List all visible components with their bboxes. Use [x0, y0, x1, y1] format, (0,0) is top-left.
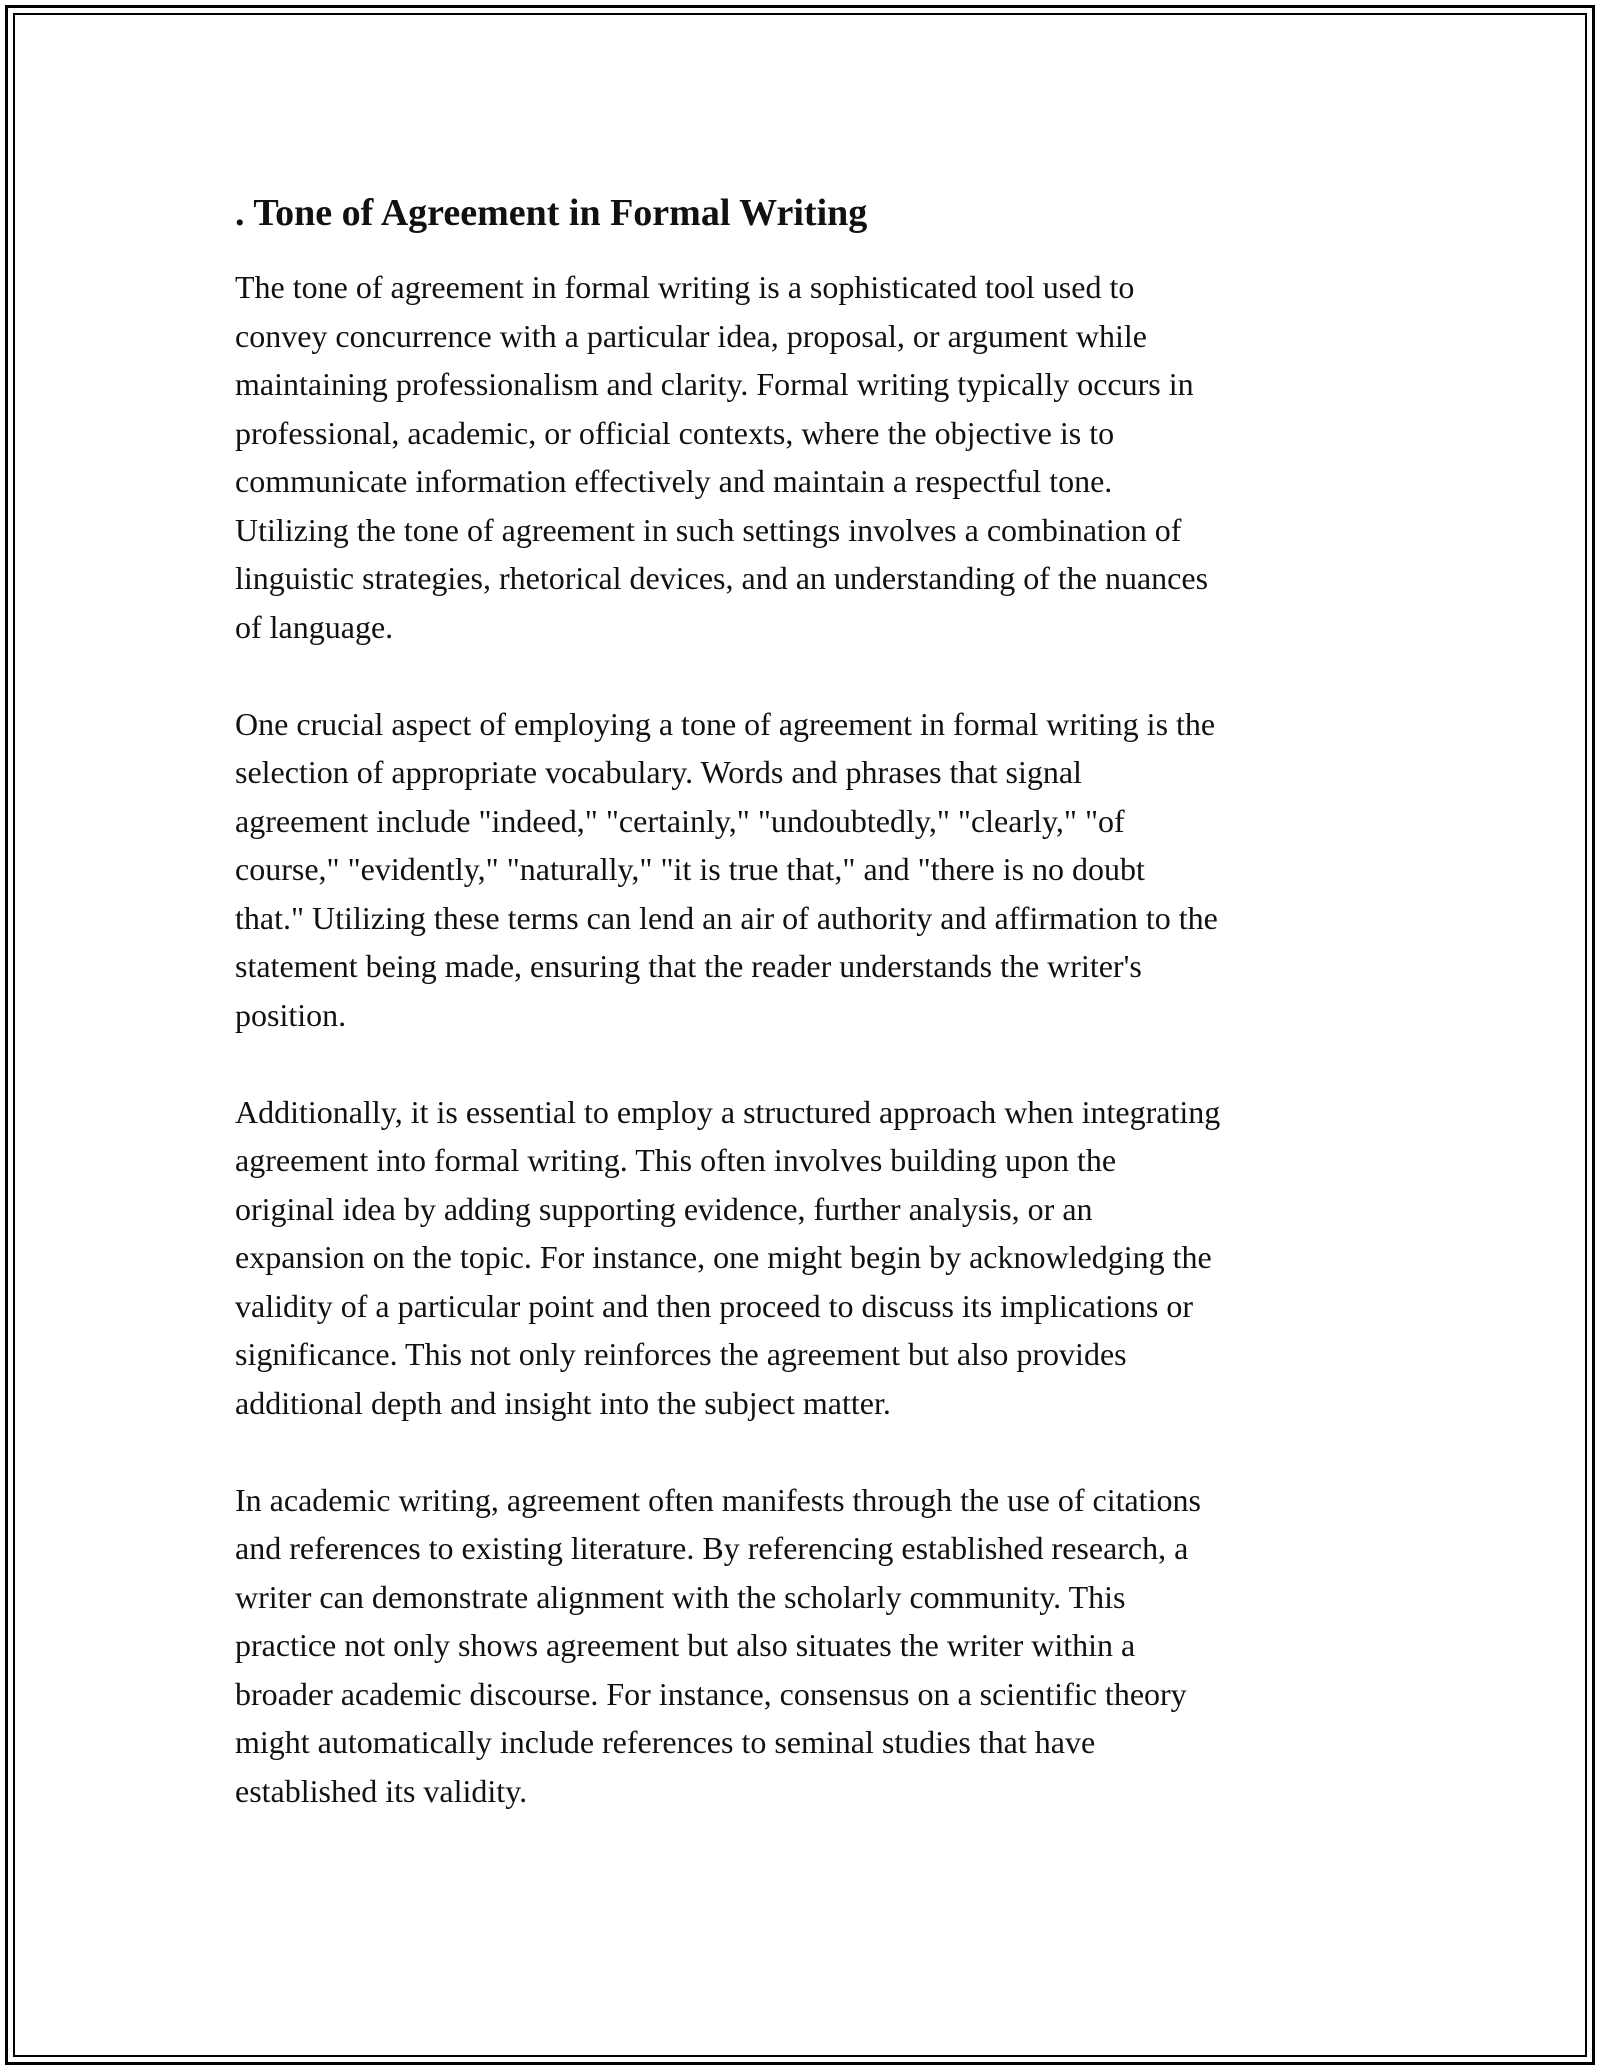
document-body — [235, 185, 1375, 1864]
document-title: . Tone of Agreement in Formal Writing — [235, 192, 868, 234]
paragraph-4: In academic writing, agreement often manifests through the use of citations and references to existing literature. By referencing established research, a writer can demonstrate alignment with the scholarly community. This practice not only shows agreement but also situates the writer within a broader academic discourse. For instance, consensus on a scientific theory might automatically include references to seminal studies that have established its validity. — [235, 1481, 1201, 1809]
paragraph-1: The tone of agreement in formal writing is a sophisticated tool used to convey concurrence with a particular idea, proposal, or argument while maintaining professionalism and clarity. Formal writing typically occurs in professional, academic, or official contexts, where the objective is to communicate information effectively and maintain a respectful tone. Utilizing the tone of agreement in such settings involves a combination of linguistic strategies, rhetorical devices, and an understanding of the nuances of language. — [235, 269, 1209, 645]
paragraph-3: Additionally, it is essential to employ a structured approach when integrating agreement into formal writing. This often involves building upon the original idea by adding supporting evidence, further analysis, or an expansion on the topic. For instance, one might begin by acknowledging the validity of a particular point and then proceed to discuss its implications or significance. This not only reinforces the agreement but also provides additional depth and insight into the subject matter. — [235, 1093, 1221, 1421]
paragraph-2: One crucial aspect of employing a tone of agreement in formal writing is the selection of appropriate vocabulary. Words and phrases that signal agreement include "indeed," "certainly," "undoubtedly," "clearly," "of course," "evidently," "naturally," "it is true that," and "there is no doubt that." Utilizing these terms can lend an air of authority and affirmation to the statement being made, ensuring that the reader understands the writer's position. — [235, 705, 1218, 1033]
